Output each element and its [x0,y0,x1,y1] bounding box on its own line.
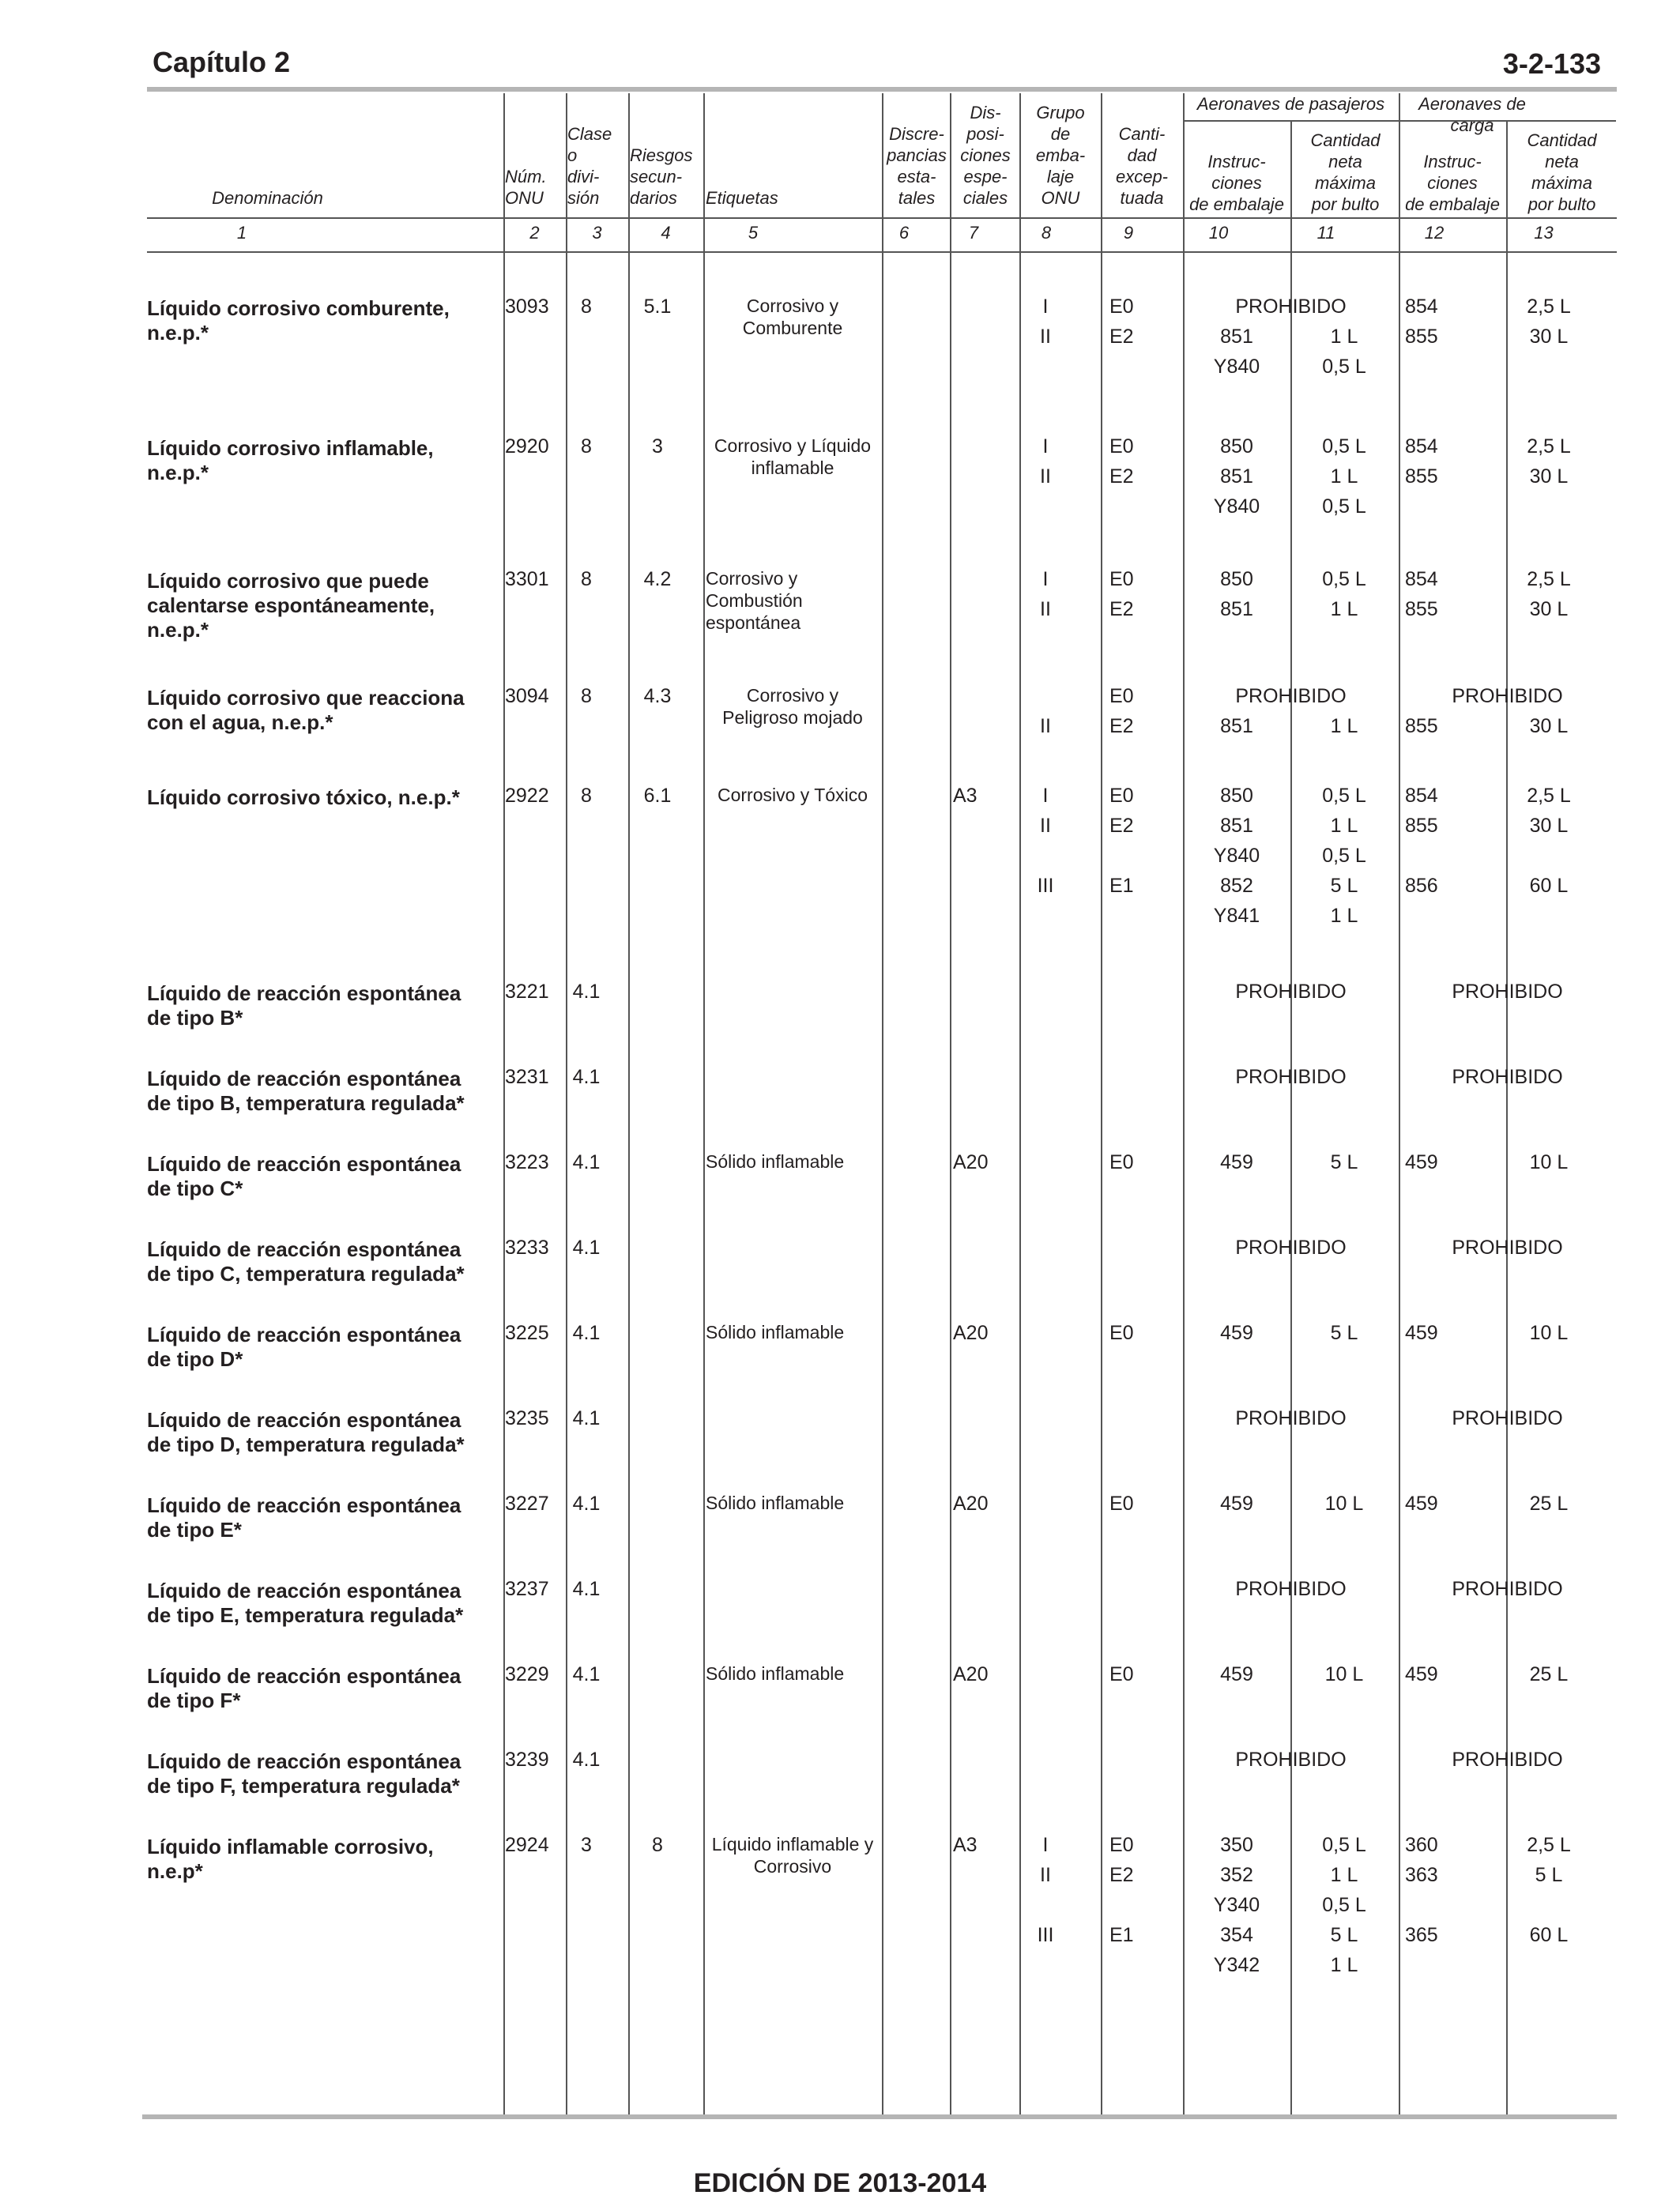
col-header-disposiciones: Dis- posi- ciones espe- ciales [960,103,1011,208]
col-number: 4 [661,223,671,243]
row-grupo: I II III [1037,785,1054,897]
row-denominacion: Líquido de reacción espontánea de tipo D* [147,1323,461,1371]
chapter-title: Capítulo 2 [153,46,291,78]
row-instr-p: 459 [1220,1663,1253,1685]
row-denominacion: Líquido de reacción espontánea de tipo C* [147,1152,461,1200]
row-grupo: I II III [1037,1834,1054,1946]
row-etiquetas: Corrosivo y Comburente [742,296,843,338]
row-riesgos: 4.3 [643,685,672,707]
prohibido-carga: PROHIBIDO [1452,981,1563,1003]
row-instr-c: 459 [1405,1151,1438,1173]
prohibido-carga: PROHIBIDO [1452,1407,1563,1429]
prohibido-pasajeros: PROHIBIDO [1235,1407,1347,1429]
prohibido-pasajeros: PROHIBIDO [1235,1578,1347,1600]
row-instr-c: 854 855 [1405,296,1438,348]
row-clase: 8 [581,568,592,590]
prohibido-pasajeros: PROHIBIDO [1235,1749,1347,1771]
prohibido-pasajeros: PROHIBIDO [1235,1066,1347,1088]
row-un: 3093 [505,296,549,318]
row-disposiciones: A3 [953,785,977,807]
row-exc: E0 E2 [1109,435,1134,488]
row-instr-p: 850 851 [1220,568,1253,620]
row-instr-c: 459 [1405,1322,1438,1344]
row-qty-p: 0,5 L 1 L [1322,568,1366,620]
col-number: 9 [1123,223,1134,243]
col-number: 13 [1534,223,1554,243]
row-denominacion: Líquido de reacción espontánea de tipo E* [147,1493,461,1542]
row-denominacion: Líquido corrosivo inflamable, n.e.p.* [147,436,434,484]
col-header-etiquetas: Etiquetas [706,188,778,208]
row-qty-p: 0,5 L 1 L 0,5 L 5 L 1 L [1322,785,1366,927]
row-instr-p: 459 [1220,1493,1253,1515]
prohibido-carga: PROHIBIDO [1452,1578,1563,1600]
row-instr-c: 459 [1405,1663,1438,1685]
row-instr-c: 854 855 [1405,435,1438,488]
row-riesgos: 5.1 [643,296,672,318]
row-exc: E0 E2 [1109,568,1134,620]
row-qty-p: 10 L [1324,1663,1364,1685]
col-header-cantidad-carga: Cantidad neta máxima por bulto [1527,130,1597,214]
row-clase: 4.1 [572,1237,601,1259]
row-exc: E0 E2 E1 [1109,1834,1134,1946]
row-qty-p: 5 L [1330,1151,1358,1173]
row-etiquetas: Sólido inflamable [706,1151,845,1172]
row-disposiciones: A20 [953,1151,989,1173]
row-instr-p: 851 [1220,715,1253,737]
row-qty-p: 1 L 0,5 L [1322,326,1366,378]
row-denominacion: Líquido de reacción espontánea de tipo B, temperatura regulada* [147,1067,465,1115]
row-denominacion: Líquido de reacción espontánea de tipo E, temperatura regulada* [147,1579,464,1627]
row-etiquetas: Corrosivo y Combustión espontánea [706,568,803,633]
row-clase: 4.1 [572,1663,601,1685]
row-qty-p: 0,5 L 1 L 0,5 L [1322,435,1366,518]
prohibido-pasajeros: PROHIBIDO [1235,296,1347,318]
prohibido-pasajeros: PROHIBIDO [1235,981,1347,1003]
row-denominacion: Líquido de reacción espontánea de tipo B* [147,981,461,1030]
row-etiquetas: Corrosivo y Tóxico [717,785,868,805]
row-un: 3231 [505,1066,549,1088]
row-qty-c: 25 L [1529,1493,1569,1515]
row-instr-c: 459 [1405,1493,1438,1515]
row-exc: E0 [1109,1322,1134,1344]
row-denominacion: Líquido corrosivo que reacciona con el agua, n.e.p.* [147,686,465,734]
col-number: 11 [1317,223,1335,243]
row-instr-p: 459 [1220,1151,1253,1173]
row-instr-c: 854 855 [1405,568,1438,620]
row-denominacion: Líquido de reacción espontánea de tipo F, temperatura regulada* [147,1749,461,1798]
col-header-discrepancias: Discre- pancias esta- tales [887,124,947,208]
row-un: 3223 [505,1151,549,1173]
row-un: 3239 [505,1749,549,1771]
row-qty-c: 10 L [1529,1322,1569,1344]
col-header-instrucciones-carga: Instruc- ciones de embalaje [1405,152,1500,214]
row-clase: 4.1 [572,981,601,1003]
col-header-clase: Clase o divi- sión [567,124,612,208]
row-etiquetas: Corrosivo y Peligroso mojado [722,685,863,728]
col-header-carga-group: Aeronaves de carga [1418,94,1526,135]
row-clase: 4.1 [572,1407,601,1429]
row-riesgos: 8 [652,1834,663,1856]
row-qty-p: 10 L [1324,1493,1364,1515]
row-qty-c: 2,5 L 30 L [1527,435,1571,488]
row-qty-c: 30 L [1529,715,1569,737]
row-clase: 4.1 [572,1578,601,1600]
row-instr-p: 851 Y840 [1213,326,1260,378]
row-exc: E0 E2 E1 [1109,785,1134,897]
row-denominacion: Líquido de reacción espontánea de tipo F* [147,1664,461,1712]
row-qty-c: 2,5 L 30 L 60 L [1527,785,1571,897]
prohibido-carga: PROHIBIDO [1452,1237,1563,1259]
row-clase: 4.1 [572,1493,601,1515]
page-number: 3-2-133 [1502,47,1601,80]
row-qty-c: 10 L [1529,1151,1569,1173]
row-un: 3225 [505,1322,549,1344]
row-qty-c: 2,5 L 5 L 60 L [1527,1834,1571,1946]
row-qty-p: 5 L [1330,1322,1358,1344]
row-denominacion: Líquido corrosivo comburente, n.e.p.* [147,296,450,345]
row-instr-p: 850 851 Y840 852 Y841 [1213,785,1260,927]
row-clase: 8 [581,785,592,807]
row-exc: E0 [1109,1663,1134,1685]
row-instr-p: 350 352 Y340 354 Y342 [1213,1834,1260,1976]
col-header-cantidad-pasajeros: Cantidad neta máxima por bulto [1310,130,1381,214]
col-header-riesgos: Riesgos secun- darios [630,145,693,208]
col-header-denominacion: Denominación [212,188,323,208]
row-clase: 4.1 [572,1151,601,1173]
row-exc: E0 [1109,1493,1134,1515]
row-grupo: I II [1040,568,1051,620]
row-qty-c: 2,5 L 30 L [1527,296,1571,348]
col-number: 3 [592,223,602,243]
row-disposiciones: A20 [953,1493,989,1515]
row-etiquetas: Sólido inflamable [706,1663,845,1684]
row-grupo: I II [1040,435,1051,488]
row-denominacion: Líquido corrosivo que puede calentarse espontáneamente, n.e.p.* [147,569,435,642]
row-riesgos: 6.1 [643,785,672,807]
row-clase: 4.1 [572,1066,601,1088]
row-clase: 8 [581,685,592,707]
row-disposiciones: A20 [953,1322,989,1344]
col-header-instrucciones-pasajeros: Instruc- ciones de embalaje [1189,152,1284,214]
row-clase: 4.1 [572,1322,601,1344]
row-qty-c: 25 L [1529,1663,1569,1685]
row-un: 3227 [505,1493,549,1515]
row-riesgos: 4.2 [643,568,672,590]
row-clase: 4.1 [572,1749,601,1771]
row-qty-c: 2,5 L 30 L [1527,568,1571,620]
row-etiquetas: Corrosivo y Líquido inflamable [714,435,872,478]
row-denominacion: Líquido corrosivo tóxico, n.e.p.* [147,785,460,809]
prohibido-carga: PROHIBIDO [1452,1066,1563,1088]
row-instr-c: 360 363 365 [1405,1834,1438,1946]
row-qty-p: 1 L [1330,715,1358,737]
prohibido-pasajeros: PROHIBIDO [1235,685,1347,707]
row-denominacion: Líquido de reacción espontánea de tipo C, temperatura regulada* [147,1237,465,1286]
col-number: 10 [1208,223,1229,243]
row-instr-p: 850 851 Y840 [1213,435,1260,518]
row-un: 3235 [505,1407,549,1429]
col-number: 1 [236,223,247,243]
prohibido-carga: PROHIBIDO [1452,685,1563,707]
row-un: 3301 [505,568,549,590]
row-un: 2922 [505,785,549,807]
prohibido-pasajeros: PROHIBIDO [1235,1237,1347,1259]
col-header-num-onu: Núm. ONU [505,167,547,208]
row-un: 3094 [505,685,549,707]
col-number: 6 [898,223,910,243]
col-header-cantidad-exceptuada: Canti- dad excep- tuada [1115,124,1169,208]
row-un: 3221 [505,981,549,1003]
col-number: 12 [1424,223,1445,243]
row-instr-c: 854 855 856 [1405,785,1438,897]
row-un: 2924 [505,1834,549,1856]
row-denominacion: Líquido de reacción espontánea de tipo D, temperatura regulada* [147,1408,465,1456]
col-number: 7 [968,223,979,243]
col-number: 8 [1041,223,1052,243]
row-etiquetas: Sólido inflamable [706,1322,845,1342]
row-disposiciones: A3 [953,1834,977,1856]
row-denominacion: Líquido inflamable corrosivo, n.e.p* [147,1835,434,1883]
row-clase: 8 [581,296,592,318]
row-etiquetas: Sólido inflamable [706,1493,845,1513]
edition-footer: EDICIÓN DE 2013-2014 [693,2168,987,2198]
row-grupo: II [1040,715,1051,737]
row-instr-c: 855 [1405,715,1438,737]
row-etiquetas: Líquido inflamable y Corrosivo [711,1834,874,1877]
row-clase: 3 [581,1834,592,1856]
row-un: 3229 [505,1663,549,1685]
row-grupo: I II [1040,296,1051,348]
row-clase: 8 [581,435,592,457]
row-exc: E0 E2 [1109,296,1134,348]
row-un: 3237 [505,1578,549,1600]
row-un: 2920 [505,435,549,457]
col-header-pasajeros-group: Aeronaves de pasajeros [1196,94,1385,114]
prohibido-carga: PROHIBIDO [1452,1749,1563,1771]
row-instr-p: 459 [1220,1322,1253,1344]
col-number: 2 [529,223,540,243]
row-disposiciones: A20 [953,1663,989,1685]
col-header-grupo: Grupo de emba- laje ONU [1035,103,1086,208]
row-qty-p: 0,5 L 1 L 0,5 L 5 L 1 L [1322,1834,1366,1976]
row-exc: E0 E2 [1109,685,1134,737]
row-riesgos: 3 [652,435,663,457]
col-number: 5 [748,223,759,243]
row-un: 3233 [505,1237,549,1259]
row-exc: E0 [1109,1151,1134,1173]
